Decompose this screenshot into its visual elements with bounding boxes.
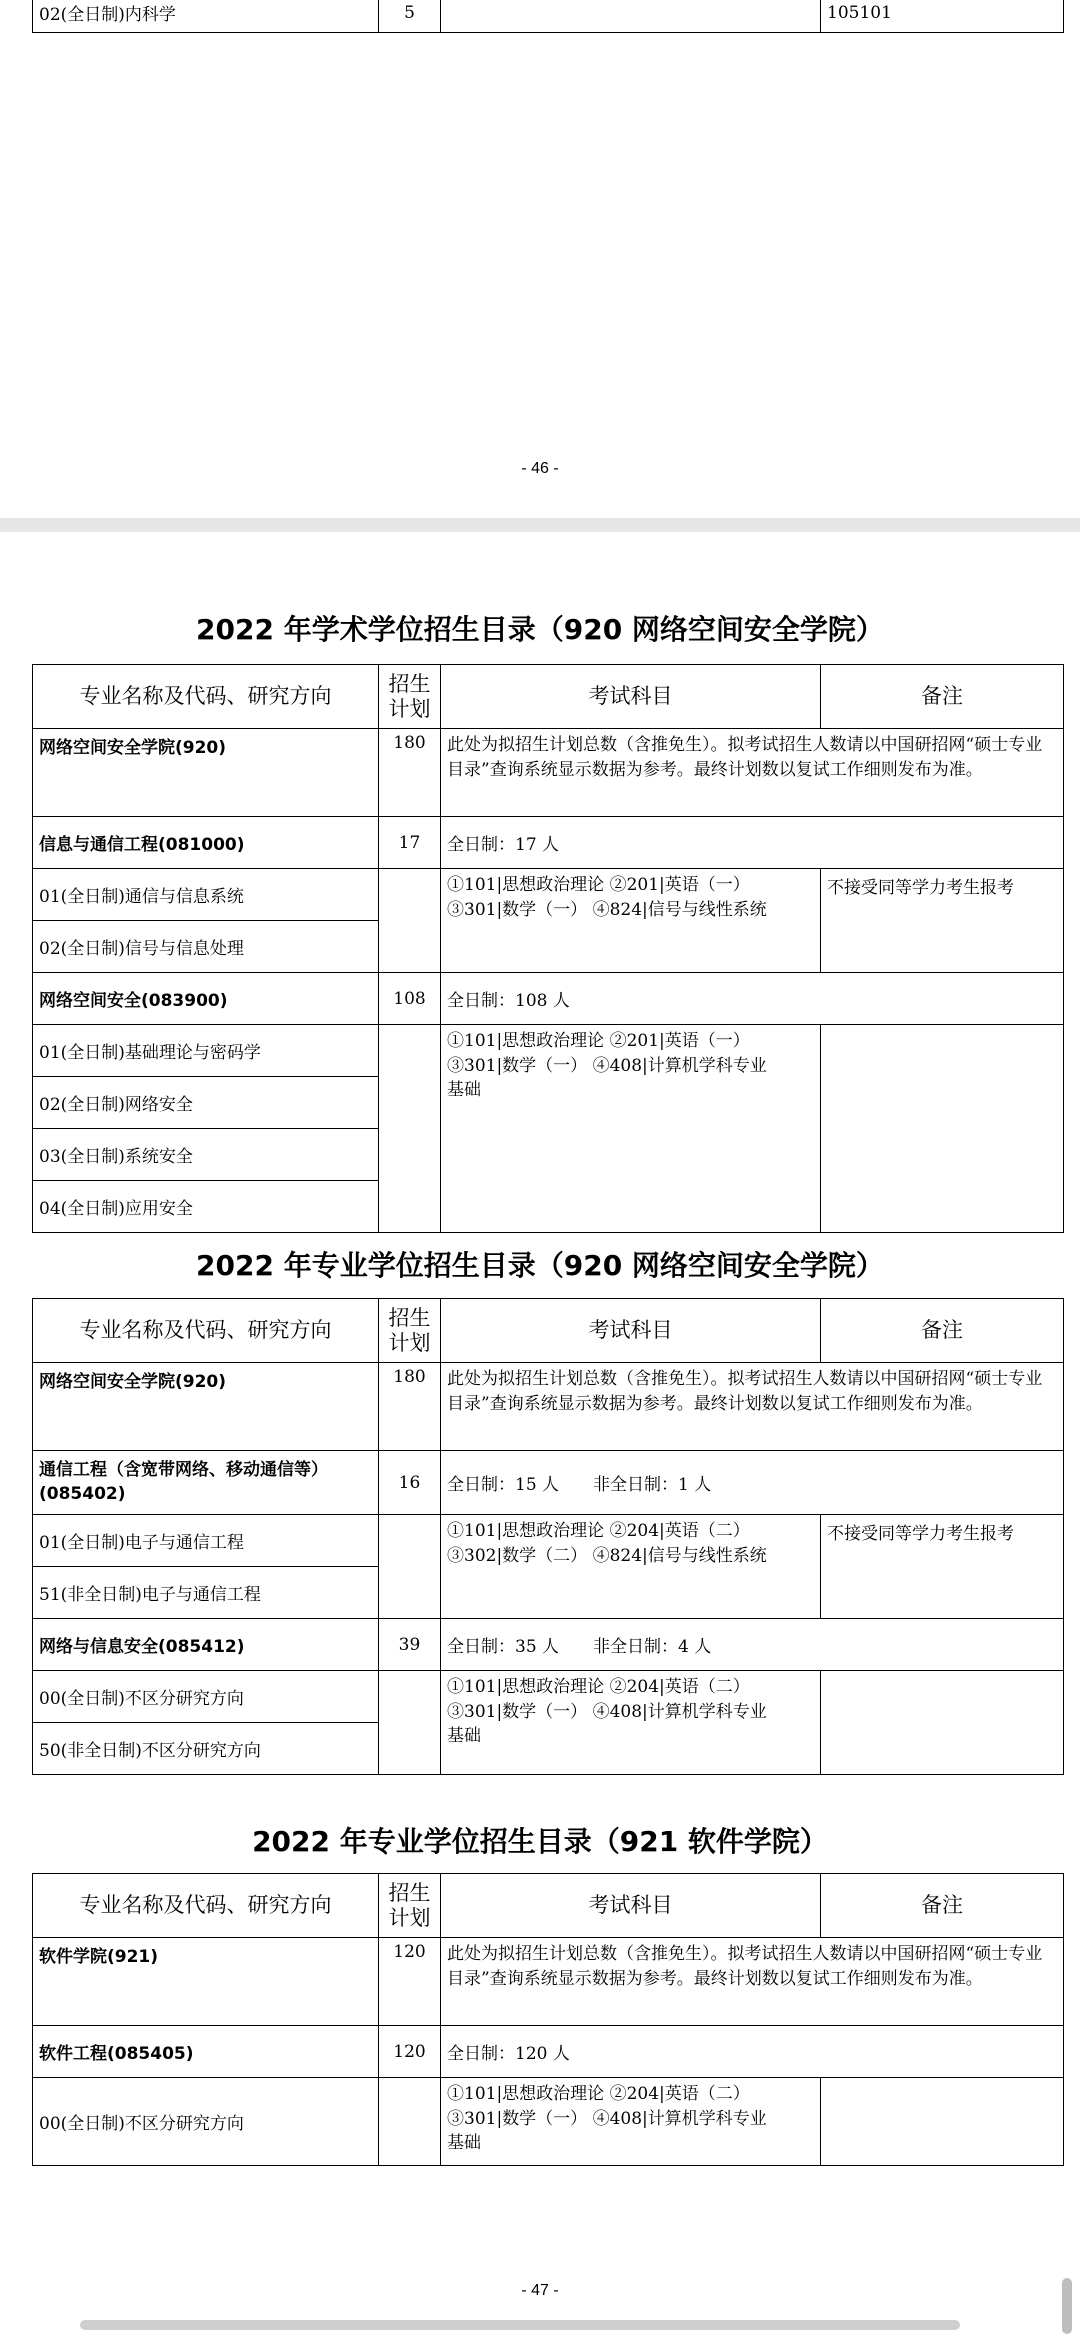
direction-name: 02(全日制)信号与信息处理 <box>33 921 379 973</box>
header-plan: 招生 计划 <box>379 665 441 729</box>
direction-name: 02(全日制)网络安全 <box>33 1077 379 1129</box>
table-row <box>33 0 1064 33</box>
school-description: 此处为拟招生计划总数（含推免生）。拟考试招生人数请以中国研招网“硕士专业目录”查询系统显示数据为参考。最终计划数以复试工作细则发布为准。 <box>441 729 1064 817</box>
header-name: 专业名称及代码、研究方向 <box>33 1874 379 1938</box>
direction-name: 01(全日制)基础理论与密码学 <box>33 1025 379 1077</box>
catalog-table-1 <box>32 664 1064 1233</box>
header-exam: 考试科目 <box>441 1874 821 1938</box>
major-summary: 全日制：17 人 <box>441 817 1064 869</box>
direction-name: 03(全日制)系统安全 <box>33 1129 379 1181</box>
plan-blank <box>379 2078 441 2166</box>
major-plan: 120 <box>379 2026 441 2078</box>
page-number-47: - 47 - <box>521 2282 559 2299</box>
major-row <box>33 973 1064 1025</box>
header-note: 备注 <box>821 1299 1064 1363</box>
catalog-title-3: 2022 年专业学位招生目录（921 软件学院） <box>252 1825 828 1858</box>
direction-name: 01(全日制)通信与信息系统 <box>33 869 379 921</box>
school-name: 软件学院(921) <box>33 1938 379 2026</box>
direction-name: 01(全日制)电子与通信工程 <box>33 1515 379 1567</box>
page-number-46: - 46 - <box>521 460 559 477</box>
vertical-scrollbar[interactable] <box>1062 2278 1072 2334</box>
header-exam: 考试科目 <box>441 1299 821 1363</box>
catalog-table-3 <box>32 1873 1064 2166</box>
exam-subjects: ①101|思想政治理论 ②204|英语（二） ③302|数学（二） ④824|信号与线性系统 <box>441 1515 821 1619</box>
major-plan: 108 <box>379 973 441 1025</box>
header-row <box>33 1874 1064 1938</box>
major-row <box>33 1451 1064 1515</box>
major-plan: 16 <box>379 1451 441 1515</box>
direction-name: 04(全日制)应用安全 <box>33 1181 379 1233</box>
school-plan: 180 <box>379 1363 441 1451</box>
major-name: 软件工程(085405) <box>33 2026 379 2078</box>
note-cell <box>821 1671 1064 1775</box>
school-plan: 120 <box>379 1938 441 2026</box>
major-summary: 全日制：35 人 非全日制：4 人 <box>441 1619 1064 1671</box>
note-cell: 不接受同等学力考生报考 <box>821 869 1064 973</box>
header-name: 专业名称及代码、研究方向 <box>33 1299 379 1363</box>
exam-cell <box>441 0 821 33</box>
code-cell: 105101 <box>821 0 1064 33</box>
school-row <box>33 729 1064 817</box>
catalog-table-2 <box>32 1298 1064 1775</box>
major-name: 通信工程（含宽带网络、移动通信等）(085402) <box>33 1451 379 1515</box>
major-name: 网络与信息安全(085412) <box>33 1619 379 1671</box>
page-separator <box>0 518 1080 532</box>
direction-row <box>33 869 1064 921</box>
direction-row <box>33 1671 1064 1723</box>
direction-name: 00(全日制)不区分研究方向 <box>33 2078 379 2166</box>
direction-row <box>33 1515 1064 1567</box>
header-plan: 招生 计划 <box>379 1299 441 1363</box>
catalog-title-2: 2022 年专业学位招生目录（920 网络空间安全学院） <box>196 1249 884 1282</box>
plan-blank <box>379 1515 441 1619</box>
plan-count: 5 <box>379 0 441 33</box>
major-row <box>33 1619 1064 1671</box>
school-row <box>33 1938 1064 2026</box>
school-description: 此处为拟招生计划总数（含推免生）。拟考试招生人数请以中国研招网“硕士专业目录”查询系统显示数据为参考。最终计划数以复试工作细则发布为准。 <box>441 1938 1064 2026</box>
header-note: 备注 <box>821 665 1064 729</box>
direction-row <box>33 2078 1064 2166</box>
header-exam: 考试科目 <box>441 665 821 729</box>
note-cell <box>821 2078 1064 2166</box>
plan-blank <box>379 1671 441 1775</box>
school-row <box>33 1363 1064 1451</box>
header-row <box>33 1299 1064 1363</box>
catalog-title-1: 2022 年学术学位招生目录（920 网络空间安全学院） <box>196 613 884 646</box>
horizontal-scrollbar[interactable] <box>80 2320 960 2330</box>
direction-name: 00(全日制)不区分研究方向 <box>33 1671 379 1723</box>
major-row <box>33 2026 1064 2078</box>
header-name: 专业名称及代码、研究方向 <box>33 665 379 729</box>
exam-subjects: ①101|思想政治理论 ②204|英语（二） ③301|数学（一） ④408|计算机学科专业 基础 <box>441 1671 821 1775</box>
major-name: 网络空间安全(083900) <box>33 973 379 1025</box>
note-cell: 不接受同等学力考生报考 <box>821 1515 1064 1619</box>
school-plan: 180 <box>379 729 441 817</box>
note-cell <box>821 1025 1064 1233</box>
major-row <box>33 817 1064 869</box>
plan-blank <box>379 1025 441 1233</box>
major-plan: 17 <box>379 817 441 869</box>
major-name: 信息与通信工程(081000) <box>33 817 379 869</box>
major-summary: 全日制：15 人 非全日制：1 人 <box>441 1451 1064 1515</box>
header-plan: 招生 计划 <box>379 1874 441 1938</box>
plan-blank <box>379 869 441 973</box>
direction-name: 51(非全日制)电子与通信工程 <box>33 1567 379 1619</box>
header-note: 备注 <box>821 1874 1064 1938</box>
school-description: 此处为拟招生计划总数（含推免生）。拟考试招生人数请以中国研招网“硕士专业目录”查询系统显示数据为参考。最终计划数以复试工作细则发布为准。 <box>441 1363 1064 1451</box>
direction-row <box>33 1025 1064 1077</box>
exam-subjects: ①101|思想政治理论 ②201|英语（一） ③301|数学（一） ④408|计算机学科专业 基础 <box>441 1025 821 1233</box>
direction-name: 02(全日制)内科学 <box>33 0 379 33</box>
school-name: 网络空间安全学院(920) <box>33 1363 379 1451</box>
major-summary: 全日制：108 人 <box>441 973 1064 1025</box>
exam-subjects: ①101|思想政治理论 ②201|英语（一） ③301|数学（一） ④824|信号与线性系统 <box>441 869 821 973</box>
exam-subjects: ①101|思想政治理论 ②204|英语（二） ③301|数学（一） ④408|计算机学科专业 基础 <box>441 2078 821 2166</box>
major-plan: 39 <box>379 1619 441 1671</box>
previous-page-table <box>32 0 1064 33</box>
school-name: 网络空间安全学院(920) <box>33 729 379 817</box>
previous-page <box>0 0 1080 518</box>
major-summary: 全日制：120 人 <box>441 2026 1064 2078</box>
header-row <box>33 665 1064 729</box>
direction-name: 50(非全日制)不区分研究方向 <box>33 1723 379 1775</box>
